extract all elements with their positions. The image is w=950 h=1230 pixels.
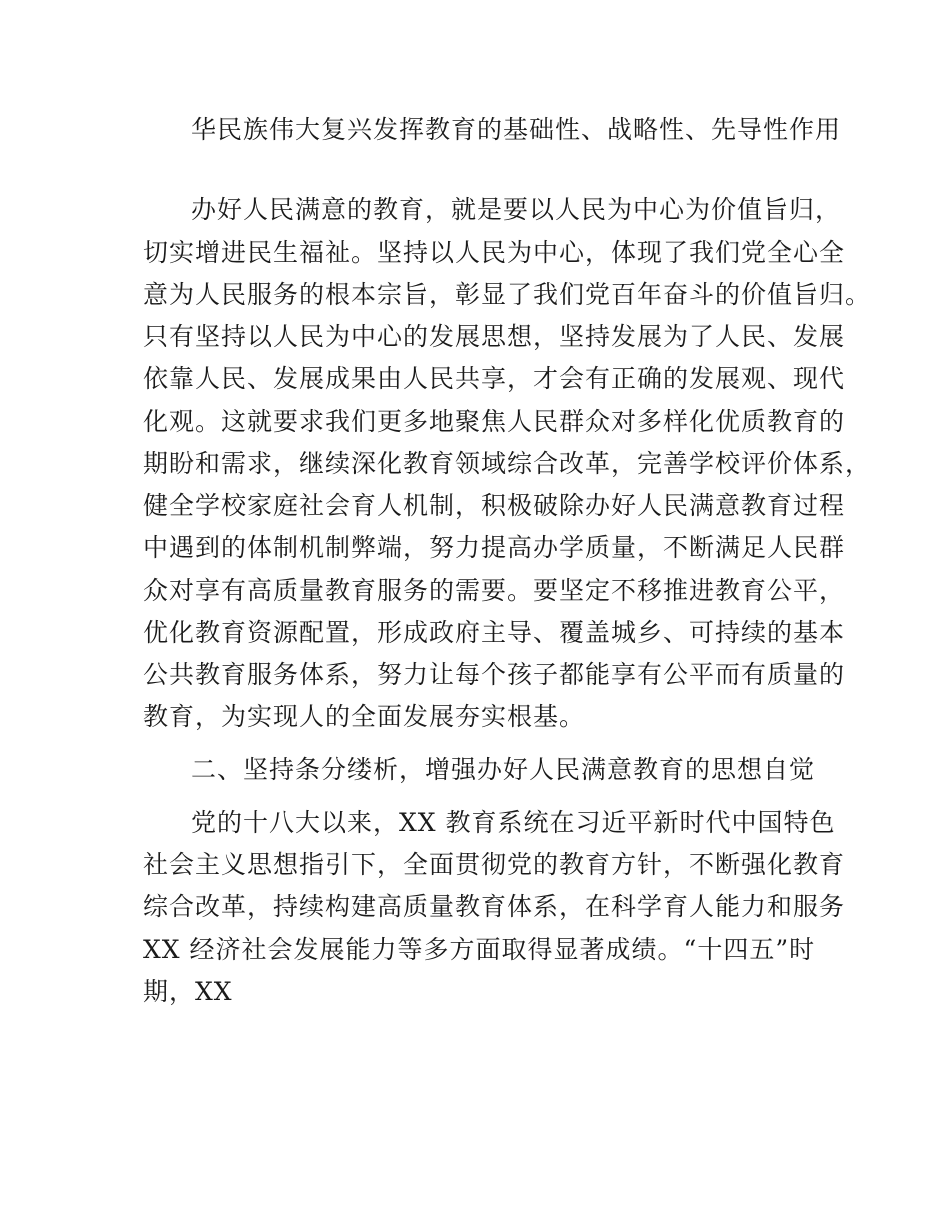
paragraph-line: 办好人民满意的教育，就是要以人民为中心为价值旨归，: [191, 195, 842, 224]
paragraph-line: 中遇到的体制机制弊端，努力提高办学质量，不断满足人民群: [143, 533, 846, 562]
paragraph-line: 化观。这就要求我们更多地聚焦人民群众对多样化优质教育的: [143, 407, 846, 436]
section-heading: 二、坚持条分缕析，增强办好人民满意教育的思想自觉: [191, 755, 816, 784]
paragraph-line: 依靠人民、发展成果由人民共享，才会有正确的发展观、现代: [143, 364, 846, 393]
paragraph-line: 华民族伟大复兴发挥教育的基础性、战略性、先导性作用: [191, 115, 842, 144]
paragraph-line: 意为人民服务的根本宗旨，彰显了我们党百年奋斗的价值旨归。: [143, 280, 872, 309]
paragraph-line: 优化教育资源配置，形成政府主导、覆盖城乡、可持续的基本: [143, 618, 846, 647]
paragraph-line: 健全学校家庭社会育人机制，积极破除办好人民满意教育过程: [143, 491, 846, 520]
paragraph-line: 期盼和需求，继续深化教育领域综合改革，完善学校评价体系，: [143, 449, 872, 478]
paragraph-line: 社会主义思想指引下，全面贯彻党的教育方针，不断强化教育: [143, 850, 846, 879]
paragraph-line: 只有坚持以人民为中心的发展思想，坚持发展为了人民、发展: [143, 322, 846, 351]
paragraph-line: 切实增进民生福祉。坚持以人民为中心，体现了我们党全心全: [143, 238, 846, 267]
paragraph-line: 综合改革，持续构建高质量教育体系，在科学育人能力和服务: [143, 892, 846, 921]
paragraph-line: 期，XX: [143, 977, 233, 1006]
paragraph-line: 教育，为实现人的全面发展夯实根基。: [143, 702, 586, 731]
paragraph-line: 众对享有高质量教育服务的需要。要坚定不移推进教育公平，: [143, 576, 846, 605]
paragraph-line: 公共教育服务体系，努力让每个孩子都能享有公平而有质量的: [143, 660, 846, 689]
paragraph-line: XX 经济社会发展能力等多方面取得显著成绩。“十四五”时: [143, 935, 816, 964]
paragraph-line: 党的十八大以来，XX 教育系统在习近平新时代中国特色: [191, 808, 836, 837]
